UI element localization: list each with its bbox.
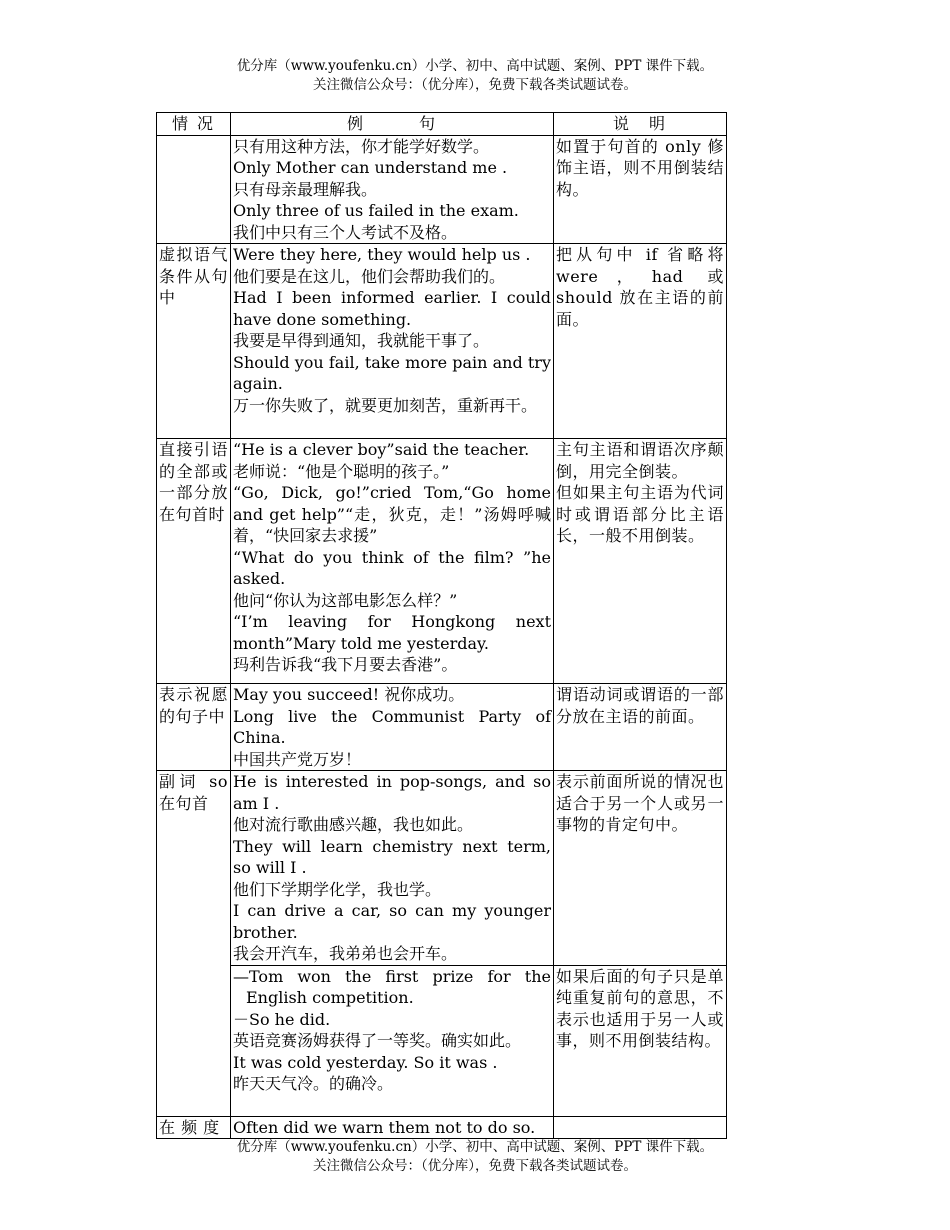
- table-row: [157, 135, 727, 244]
- situation-cell: 直接引语的全部或一部分放在句首时: [157, 439, 231, 684]
- example-line: He is interested in pop-songs, and so am I .: [233, 772, 551, 813]
- example-line: 只有母亲最理解我。: [233, 179, 378, 199]
- example-line: Only three of us failed in the exam.: [233, 201, 519, 220]
- example-line: Were they here, they would help us .: [233, 245, 531, 264]
- example-line: “He is a clever boy”said the teacher.: [233, 440, 530, 459]
- example-line: They will learn chemistry next term, so will I .: [233, 836, 551, 877]
- example-line: 英语竞赛汤姆获得了一等奖。确实如此。: [233, 1031, 522, 1050]
- example-cell: [231, 965, 554, 1116]
- table-row: [157, 244, 727, 439]
- example-line: 他们下学期学化学，我也学。: [233, 879, 442, 899]
- note-cell: 表示前面所说的情况也适合于另一个人或另一事物的肯定句中。: [554, 771, 727, 966]
- example-line: “I’m leaving for Hongkong next month”Mary told me yesterday.: [233, 612, 551, 653]
- example-line: 我会开汽车，我弟弟也会开车。: [233, 944, 458, 963]
- example-line: I can drive a car, so can my younger brother.: [233, 901, 551, 942]
- note-cell: 主句主语和谓语次序颠倒，用完全倒装。 但如果主句主语为代词时或谓语部分比主语长，一般不用倒装。: [554, 439, 727, 684]
- note-cell: 把从句中 if 省略将 were，had 或 should 放在主语的前面。: [554, 244, 727, 439]
- header-line-2: 关注微信公众号：（优分库），免费下载各类试题试卷。: [313, 77, 637, 93]
- table-row: [157, 1116, 727, 1139]
- footer-line-1: 优分库（www.youfenku.cn）小学、初中、高中试题、案例、PPT 课件下载。: [236, 1139, 714, 1155]
- example-line: 只有用这种方法，你才能学好数学。: [233, 136, 490, 156]
- example-cell: [231, 135, 554, 244]
- note-cell: 如果后面的句子只是单纯重复前句的意思，不表示也适用于另一人或事，则不用倒装结构。: [554, 965, 727, 1116]
- situation-cell: 副词 so 在句首: [157, 771, 231, 1117]
- page-footer: [0, 1138, 950, 1176]
- table-header-row: [157, 113, 727, 136]
- table-row: [157, 965, 727, 1116]
- example-line: “Go, Dick, go!”cried Tom,“Go home and get help”“走，狄克，走！”汤姆呼喊着，“快回家去求援”: [233, 483, 551, 545]
- example-line: Had I been informed earlier. I could have done something.: [233, 288, 551, 329]
- example-line: It was cold yesterday. So it was .: [233, 1052, 498, 1072]
- example-line: May you succeed! 祝你成功。: [233, 685, 465, 704]
- example-line: Often did we warn them not to do so.: [233, 1117, 536, 1137]
- note-cell: 如置于句首的 only 修饰主语，则不用倒装结构。: [554, 135, 727, 244]
- example-line: 玛利告诉我“我下月要去香港”。: [233, 655, 458, 674]
- example-line: 他问“你认为这部电影怎么样？”: [233, 590, 458, 610]
- example-line: 老师说：“他是个聪明的孩子。”: [233, 461, 450, 481]
- example-line: －So he did.: [233, 1009, 331, 1029]
- example-line: —Tom won the first prize for the English competition.: [233, 966, 551, 1007]
- situation-cell: 表示祝愿的句子中: [157, 684, 231, 771]
- example-line: 我要是早得到通知，我就能干事了。: [233, 331, 490, 350]
- example-line: 中国共产党万岁！: [233, 749, 362, 769]
- grammar-table: [156, 112, 727, 1139]
- example-cell: [231, 439, 554, 684]
- example-line: 昨天天气冷。的确冷。: [233, 1074, 394, 1093]
- example-line: 万一你失败了，就要更加刻苦，重新再干。: [233, 395, 538, 415]
- header-example: 例 句: [231, 113, 554, 136]
- page-header: [0, 57, 950, 95]
- example-cell: [231, 684, 554, 771]
- situation-cell: 在 频 度: [157, 1116, 231, 1139]
- example-line: “What do you think of the film? ”he asked.: [233, 547, 551, 588]
- table-row: [157, 439, 727, 684]
- example-line: 他对流行歌曲感兴趣，我也如此。: [233, 815, 474, 834]
- header-situation: 情 况: [157, 113, 231, 136]
- table-row: [157, 684, 727, 771]
- situation-cell: 虚拟语气条件从句中: [157, 244, 231, 439]
- footer-line-2: 关注微信公众号：（优分库），免费下载各类试题试卷。: [313, 1158, 637, 1174]
- example-line: Long live the Communist Party of China.: [233, 706, 551, 747]
- example-line: 他们要是在这儿，他们会帮助我们的。: [233, 266, 506, 286]
- example-line: Only Mother can understand me .: [233, 158, 508, 177]
- example-cell: [231, 771, 554, 966]
- note-cell: [554, 1116, 727, 1139]
- situation-cell: [157, 135, 231, 244]
- example-line: Should you fail, take more pain and try again.: [233, 352, 551, 393]
- header-note: 说 明: [554, 113, 727, 136]
- example-cell: [231, 244, 554, 439]
- table-row: [157, 771, 727, 966]
- note-cell: 谓语动词或谓语的一部分放在主语的前面。: [554, 684, 727, 771]
- example-line: 我们中只有三个人考试不及格。: [233, 222, 458, 242]
- header-line-1: 优分库（www.youfenku.cn）小学、初中、高中试题、案例、PPT 课件下载。: [236, 58, 714, 74]
- example-cell: [231, 1116, 554, 1139]
